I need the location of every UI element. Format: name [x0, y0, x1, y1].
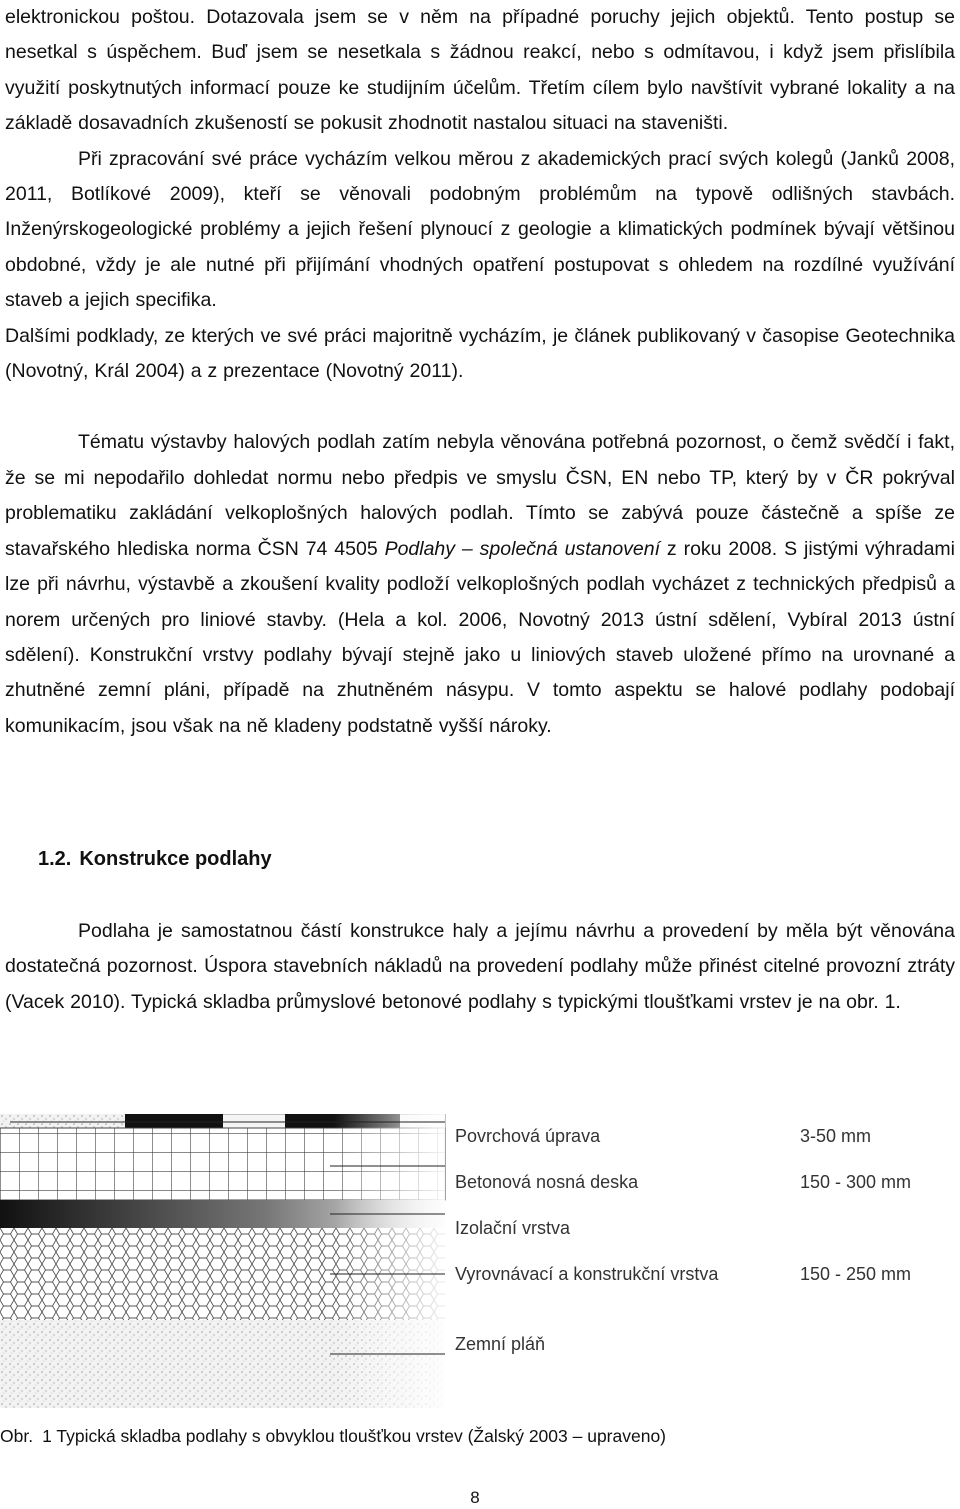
caption-text: 1 Typická skladba podlahy s obvyklou tloušťkou vrstev (Žalský 2003 – upraveno)	[42, 1426, 667, 1446]
layer-thickness-4: 150 - 250 mm	[800, 1264, 912, 1284]
section-heading	[38, 848, 280, 871]
paragraph-4	[5, 425, 955, 744]
floor-layers-figure	[0, 1114, 955, 1408]
standard-title: Podlahy – společná ustanovení	[384, 537, 661, 560]
paragraph-1: elektronickou poštou. Dotazovala jsem se v něm na případné poruchy jejich objektů. Tento postup se nesetkal s úspěchem. Buď jsem se nesetkala s žádnou reakcí, nebo s odmítavou, i když jsem přislíbila využití poskytnutých informací pouze ke studijním účelům. Třetím cílem bylo navštívit vybrané lokality a na základě dosavadních zkušeností se pokusit zhodnotit nastalou situaci na staveništi.	[5, 6, 955, 135]
floor-layers-diagram	[0, 1114, 955, 1408]
layer-name-2: Betonová nosná deska	[455, 1172, 639, 1192]
paragraph-2: Při zpracování své práce vycházím velkou měrou z akademických prací svých kolegů (Janků 2008, 2011, Botlíkové 2009), kteří se věnovali podobným problémům na typově odlišných stavbách. Inženýrskogeologické problémy a jejich řešení plynoucí z geologie a klimatických podmínek bývají většinou obdobné, vždy je ale nutné při přijímání vhodných opatření postupovat s ohledem na rozdílné využívání staveb a jejich specifika.	[5, 147, 955, 312]
page-body-2	[5, 914, 955, 1020]
section-title: Konstrukce podlahy	[79, 848, 272, 870]
layer-name-1: Povrchová úprava	[455, 1126, 601, 1146]
paragraph-4-part-a: Tématu výstavby halových podlah zatím nebyla věnována potřebná pozornost, o čemž svědčí i fakt, že se mi nepodařilo dohledat normu nebo předpis ve smyslu ČSN, EN nebo TP, který by v ČR pokrýval problematiku zakládání velkoplošných halových podlah. Tímto se zabývá pouze částečně a spíše ze stavařského hlediska norma ČSN 74 4505	[5, 431, 955, 560]
page-body	[5, 0, 955, 744]
layer-name-4: Vyrovnávací a konstrukční vrstva	[455, 1264, 719, 1284]
layer-thickness-2: 150 - 300 mm	[800, 1172, 912, 1192]
section-number: 1.2.	[38, 848, 72, 870]
caption-label: Obr.	[0, 1426, 34, 1446]
figure-caption	[0, 1426, 666, 1447]
layer-name-5: Zemní pláň	[455, 1334, 546, 1354]
paragraph-5: Podlaha je samostatnou částí konstrukce haly a jejímu návrhu a provedení by měla být věnována dostatečná pozornost. Úspora stavebních nákladů na provedení podlahy může přinést citelné provozní ztráty (Vacek 2010). Typická skladba průmyslové betonové podlahy s typickými tloušťkami vrstev je na obr. 1.	[5, 920, 955, 1013]
layer-thickness-1: 3-50 mm	[800, 1126, 872, 1146]
page-number: 8	[470, 1488, 480, 1507]
paragraph-4-part-b: z roku 2008. S jistými výhradami lze při návrhu, výstavbě a zkoušení kvality podloží velkoplošných podlah vycházet z technických předpisů a norem určených pro liniové stavby. (Hela a kol. 2006, Novotný 2013 ústní sdělení, Vybíral 2013 ústní sdělení). Konstrukční vrstvy podlahy bývají stejně jako u liniových staveb uložené přímo na urovnané a zhutněné zemní pláni, případě na zhutněném násypu. V tomto aspektu se halové podlahy podobají komunikacím, jsou však na ně kladeny podstatně vyšší nároky.	[5, 537, 955, 737]
layer-name-3: Izolační vrstva	[455, 1218, 571, 1238]
paragraph-3: Dalšími podklady, ze kterých ve své práci majoritně vycházím, je článek publikovaný v časopise Geotechnika (Novotný, Král 2004) a z prezentace (Novotný 2011).	[5, 324, 955, 383]
